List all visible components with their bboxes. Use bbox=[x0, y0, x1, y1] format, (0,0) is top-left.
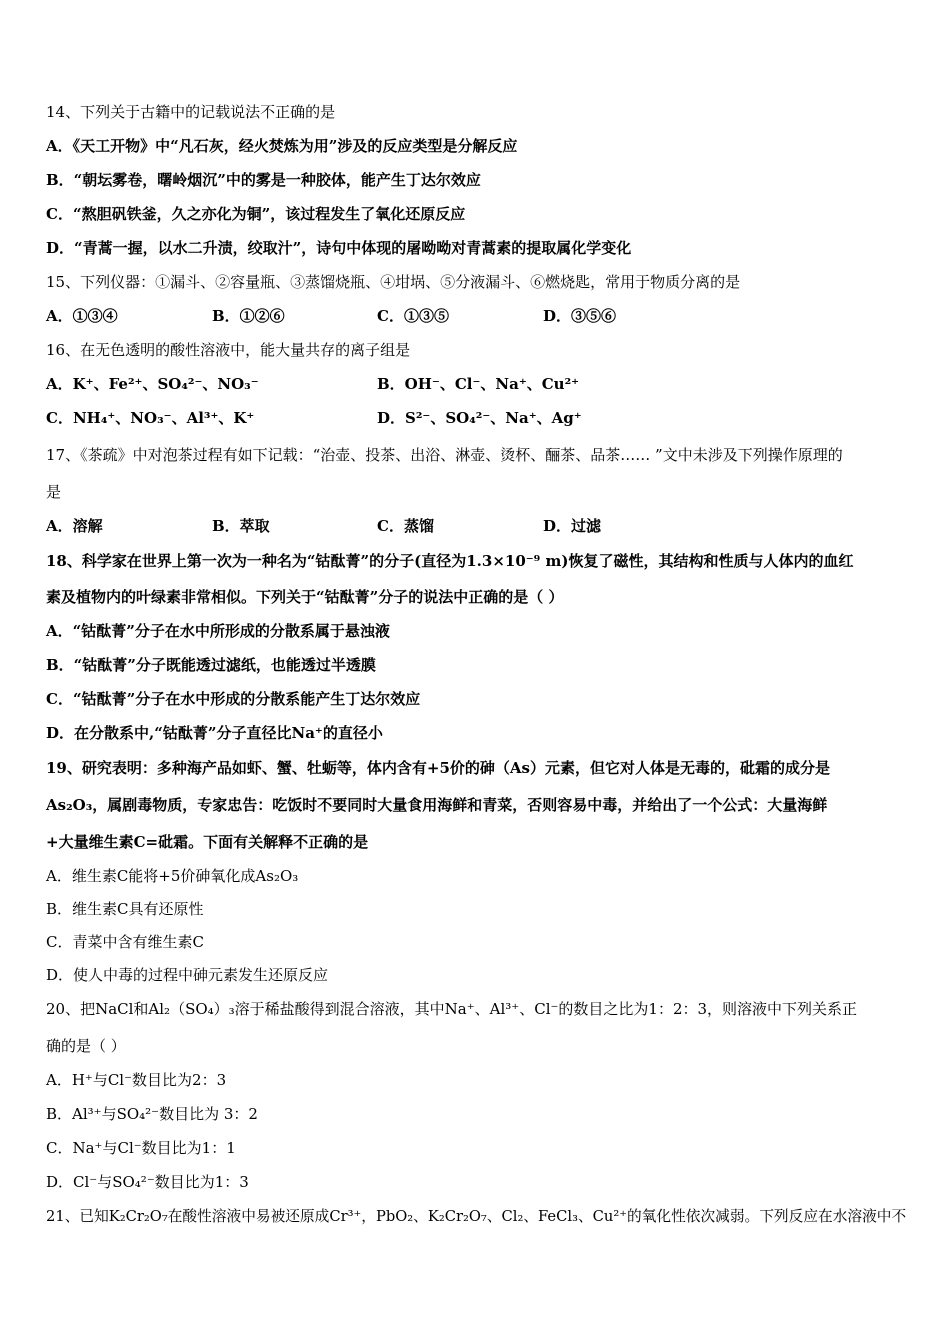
q18-option-c: C．“钴酞菁”分子在水中形成的分散系能产生丁达尔效应 bbox=[46, 690, 421, 708]
q20-option-b: B．Al³⁺与SO₄²⁻数目比为 3：2 bbox=[46, 1105, 258, 1123]
q20-stem-line-2: 确的是（ ） bbox=[46, 1037, 126, 1055]
q14-option-b: B．“朝坛雾卷，曙岭烟沉”中的雾是一种胶体，能产生丁达尔效应 bbox=[46, 171, 481, 189]
q19-stem-line-3: +大量维生素C=砒霜。下面有关解释不正确的是 bbox=[46, 833, 369, 851]
q14-option-a: A．《天工开物》中“凡石灰，经火焚炼为用”涉及的反应类型是分解反应 bbox=[46, 137, 518, 155]
q19-option-a: A．维生素C能将+5价砷氧化成As₂O₃ bbox=[46, 867, 299, 885]
q18-stem-line-1: 18、科学家在世界上第一次为一种名为“钴酞菁”的分子(直径为1.3×10⁻⁹ m)恢复了磁性，其结构和性质与人体内的血红 bbox=[46, 552, 854, 570]
q18-stem-line-2: 素及植物内的叶绿素非常相似。下列关于“钴酞菁”分子的说法中正确的是（ ） bbox=[46, 588, 564, 606]
q19-stem-line-1: 19、研究表明：多种海产品如虾、蟹、牡蛎等，体内含有+5价的砷（As）元素，但它对人体是无毒的，砒霜的成分是 bbox=[46, 759, 830, 777]
q15-option-c: C．①③⑤ bbox=[377, 307, 449, 325]
q20-option-c: C．Na⁺与Cl⁻数目比为1：1 bbox=[46, 1139, 236, 1157]
q16-stem: 16、在无色透明的酸性溶液中，能大量共存的离子组是 bbox=[46, 341, 411, 359]
q17-option-c: C．蒸馏 bbox=[377, 517, 434, 535]
q15-option-a: A．①③④ bbox=[46, 307, 118, 325]
q16-option-d: D．S²⁻、SO₄²⁻、Na⁺、Ag⁺ bbox=[377, 409, 582, 427]
q18-option-d: D．在分散系中,“钴酞菁”分子直径比Na⁺的直径小 bbox=[46, 724, 383, 742]
q20-option-d: D．Cl⁻与SO₄²⁻数目比为1：3 bbox=[46, 1173, 249, 1191]
q15-option-b: B．①②⑥ bbox=[212, 307, 285, 325]
q15-option-d: D．③⑤⑥ bbox=[543, 307, 617, 325]
q16-option-a: A．K⁺、Fe²⁺、SO₄²⁻、NO₃⁻ bbox=[46, 375, 259, 393]
q21-stem-line-1: 21、已知K₂Cr₂O₇在酸性溶液中易被还原成Cr³⁺，PbO₂、K₂Cr₂O₇、Cl₂、FeCl₃、Cu²⁺的氧化性依次减弱。下列反应在水溶液中不 bbox=[46, 1207, 907, 1225]
q17-option-b: B．萃取 bbox=[212, 517, 270, 535]
q17-option-a: A．溶解 bbox=[46, 517, 103, 535]
q19-option-b: B．维生素C具有还原性 bbox=[46, 900, 204, 918]
q18-option-a: A．“钴酞菁”分子在水中所形成的分散系属于悬浊液 bbox=[46, 622, 390, 640]
q14-option-d: D．“青蒿一握，以水二升渍，绞取汁”，诗句中体现的屠呦呦对青蒿素的提取属化学变化 bbox=[46, 239, 632, 257]
q19-option-c: C．青菜中含有维生素C bbox=[46, 933, 204, 951]
q17-stem-line-2: 是 bbox=[46, 483, 62, 501]
q15-stem: 15、下列仪器：①漏斗、②容量瓶、③蒸馏烧瓶、④坩埚、⑤分液漏斗、⑥燃烧匙，常用于物质分离的是 bbox=[46, 273, 741, 291]
q20-stem-line-1: 20、把NaCl和Al₂（SO₄）₃溶于稀盐酸得到混合溶液，其中Na⁺、Al³⁺、Cl⁻的数目之比为1：2：3，则溶液中下列关系正 bbox=[46, 1000, 858, 1018]
q17-option-d: D．过滤 bbox=[543, 517, 602, 535]
q16-option-c: C．NH₄⁺、NO₃⁻、Al³⁺、K⁺ bbox=[46, 409, 255, 427]
q19-option-d: D．使人中毒的过程中砷元素发生还原反应 bbox=[46, 966, 329, 984]
q17-stem-line-1: 17、《茶疏》中对泡茶过程有如下记载：“治壶、投茶、出浴、淋壶、烫杯、酾茶、品茶…… ”文中未涉及下列操作原理的 bbox=[46, 446, 843, 464]
q16-option-b: B．OH⁻、Cl⁻、Na⁺、Cu²⁺ bbox=[377, 375, 580, 393]
q18-option-b: B．“钴酞菁”分子既能透过滤纸，也能透过半透膜 bbox=[46, 656, 376, 674]
q14-stem: 14、下列关于古籍中的记载说法不正确的是 bbox=[46, 103, 336, 121]
q20-option-a: A．H⁺与Cl⁻数目比为2：3 bbox=[46, 1071, 227, 1089]
q14-option-c: C．“熬胆矾铁釜，久之亦化为铜”，该过程发生了氧化还原反应 bbox=[46, 205, 466, 223]
q19-stem-line-2: As₂O₃，属剧毒物质，专家忠告：吃饭时不要同时大量食用海鲜和青菜，否则容易中毒，并给出了一个公式：大量海鲜 bbox=[46, 796, 828, 814]
